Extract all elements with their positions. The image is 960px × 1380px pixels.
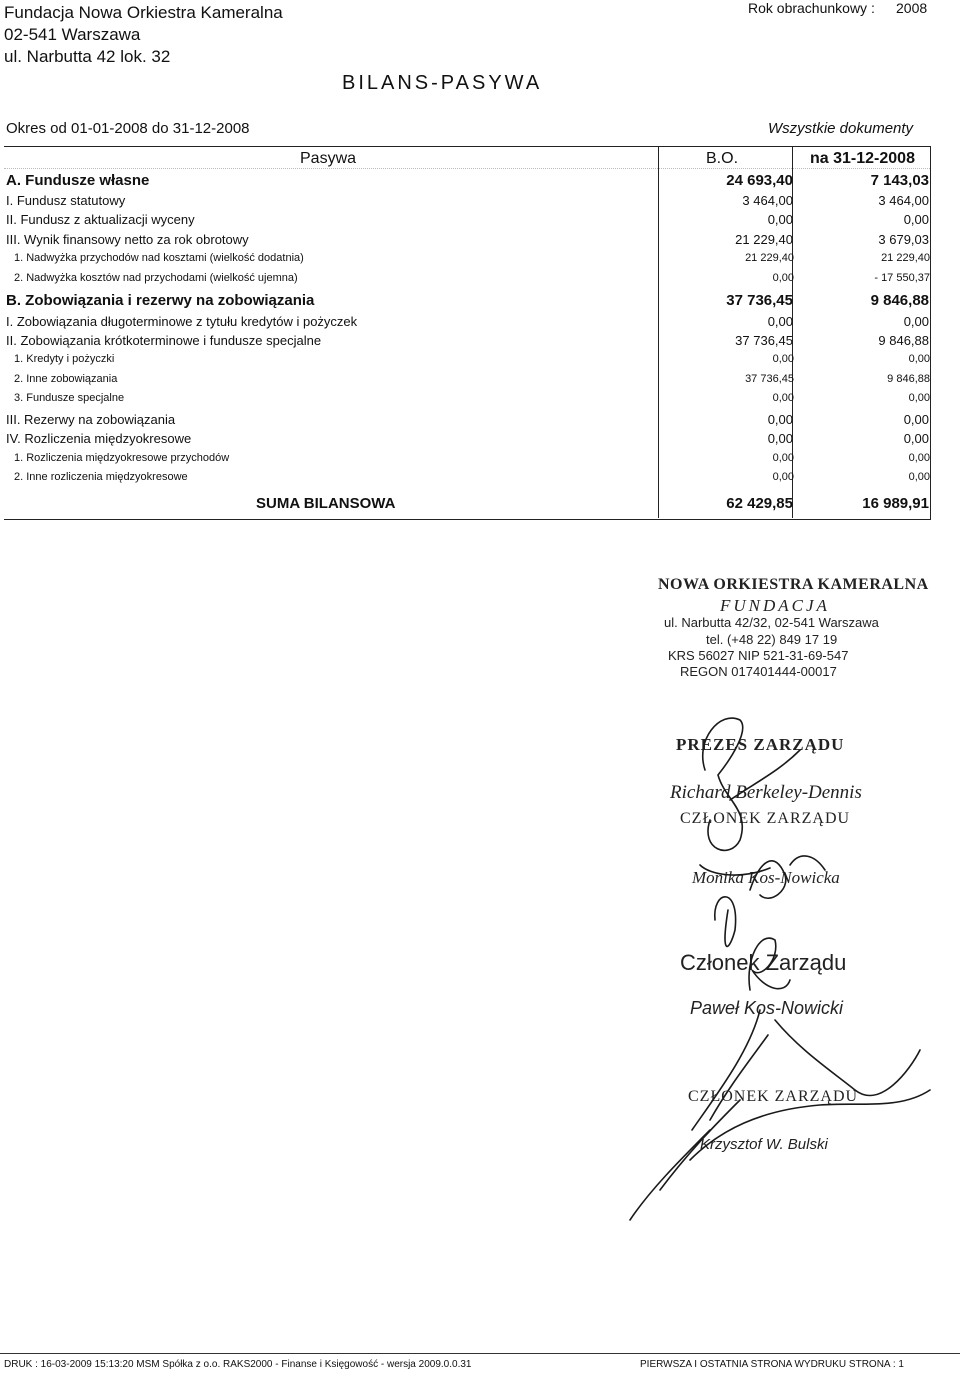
row-label: III. Rezerwy na zobowiązania xyxy=(6,412,176,427)
stamp-line-krs-nip: KRS 56027 NIP 521-31-69-547 xyxy=(668,648,849,663)
column-header-bo: B.O. xyxy=(706,150,739,167)
row-value-bo: 37 736,45 xyxy=(726,292,793,309)
row-value-end: 9 846,88 xyxy=(878,333,929,348)
row-value-bo: 37 736,45 xyxy=(745,373,794,385)
row-label: 2. Inne zobowiązania xyxy=(14,373,118,385)
column-header-pasywa: Pasywa xyxy=(300,150,357,167)
stamp-line-phone: tel. (+48 22) 849 17 19 xyxy=(706,632,838,647)
row-value-bo: 0,00 xyxy=(767,212,793,227)
row-value-end: 9 846,88 xyxy=(870,292,929,309)
row-value-end: 0,00 xyxy=(908,471,930,483)
row-value-end: 0,00 xyxy=(903,431,929,446)
row-value-bo: 0,00 xyxy=(772,452,794,464)
total-bo: 62 429,85 xyxy=(726,495,793,512)
footer-print-info: DRUK : 16-03-2009 15:13:20 MSM Spółka z o.o. RAKS2000 - Finanse i Księgowość - wersja 2009.0.0.31 xyxy=(4,1359,472,1370)
row-value-bo: 24 693,40 xyxy=(726,172,793,189)
document-title: BILANS-PASYWA xyxy=(342,72,543,94)
total-label: SUMA BILANSOWA xyxy=(256,495,396,512)
org-street: ul. Narbutta 42 lok. 32 xyxy=(4,47,171,66)
fiscal-year-value: 2008 xyxy=(896,0,928,16)
row-value-bo: 0,00 xyxy=(767,431,793,446)
signature-role-2: CZŁONEK ZARZĄDU xyxy=(680,810,851,827)
row-label: 1. Nadwyżka przychodów nad kosztami (wielkość dodatnia) xyxy=(14,252,304,264)
row-label: 3. Fundusze specjalne xyxy=(14,392,125,404)
stamp-line-address: ul. Narbutta 42/32, 02-541 Warszawa xyxy=(664,615,879,630)
row-value-end: 9 846,88 xyxy=(887,373,930,385)
stamp-line-regon: REGON 017401444-00017 xyxy=(680,664,837,679)
row-label: A. Fundusze własne xyxy=(6,172,150,189)
row-label: 2. Nadwyżka kosztów nad przychodami (wielkość ujemna) xyxy=(14,272,298,284)
row-value-end: - 17 550,37 xyxy=(874,272,930,284)
row-value-bo: 0,00 xyxy=(767,314,793,329)
row-label: 1. Kredyty i pożyczki xyxy=(14,353,115,365)
row-value-bo: 0,00 xyxy=(772,272,794,284)
row-value-end: 21 229,40 xyxy=(881,252,930,264)
row-value-end: 7 143,03 xyxy=(870,172,929,189)
signature-role-3: Członek Zarządu xyxy=(680,950,847,975)
stamp-line-fundacja: FUNDACJA xyxy=(720,596,830,615)
period: Okres od 01-01-2008 do 31-12-2008 xyxy=(6,120,250,137)
row-value-end: 0,00 xyxy=(908,452,930,464)
column-header-end: na 31-12-2008 xyxy=(810,150,915,167)
stamp-line-org: NOWA ORKIESTRA KAMERALNA xyxy=(658,576,929,593)
signature-name-2: Monika Kos-Nowicka xyxy=(692,868,840,887)
row-value-bo: 0,00 xyxy=(772,471,794,483)
row-label: 1. Rozliczenia międzyokresowe przychodów xyxy=(14,452,230,464)
signature-name-1: Richard Berkeley-Dennis xyxy=(670,782,862,803)
row-value-bo: 0,00 xyxy=(772,353,794,365)
org-name: Fundacja Nowa Orkiestra Kameralna xyxy=(4,3,283,22)
row-value-end: 0,00 xyxy=(903,314,929,329)
column-divider xyxy=(658,146,659,518)
row-value-bo: 21 229,40 xyxy=(745,252,794,264)
total-end: 16 989,91 xyxy=(862,495,929,512)
row-value-bo: 37 736,45 xyxy=(735,333,793,348)
row-label: II. Zobowiązania krótkoterminowe i fundusze specjalne xyxy=(6,333,322,348)
signature-name-3: Paweł Kos-Nowicki xyxy=(690,998,844,1018)
signature-name-4: Krzysztof W. Bulski xyxy=(700,1136,828,1153)
row-label: III. Wynik finansowy netto za rok obrotowy xyxy=(6,232,249,247)
row-value-end: 0,00 xyxy=(908,353,930,365)
row-label: 2. Inne rozliczenia międzyokresowe xyxy=(14,471,188,483)
row-label: IV. Rozliczenia międzyokresowe xyxy=(6,431,192,446)
row-label: II. Fundusz z aktualizacji wyceny xyxy=(6,212,195,227)
row-value-end: 0,00 xyxy=(903,412,929,427)
footer-page-info: PIERWSZA I OSTATNIA STRONA WYDRUKU STRONA : 1 xyxy=(640,1359,904,1370)
handwritten-signatures xyxy=(600,690,940,1230)
row-value-end: 3 464,00 xyxy=(878,193,929,208)
row-value-bo: 3 464,00 xyxy=(742,193,793,208)
row-value-bo: 21 229,40 xyxy=(735,232,793,247)
row-label: I. Fundusz statutowy xyxy=(6,193,126,208)
scope: Wszystkie dokumenty xyxy=(768,120,914,137)
fiscal-year-label: Rok obrachunkowy : xyxy=(748,0,875,16)
row-value-end: 0,00 xyxy=(908,392,930,404)
row-label: I. Zobowiązania długoterminowe z tytułu kredytów i pożyczek xyxy=(6,314,358,329)
row-value-end: 3 679,03 xyxy=(878,232,929,247)
header-divider xyxy=(4,168,930,169)
row-value-end: 0,00 xyxy=(903,212,929,227)
footer-divider xyxy=(0,1353,960,1354)
signature-role-4: CZŁONEK ZARZĄDU xyxy=(688,1088,859,1105)
row-label: B. Zobowiązania i rezerwy na zobowiązania xyxy=(6,292,315,309)
row-value-bo: 0,00 xyxy=(767,412,793,427)
signature-role-1: PREZES ZARZĄDU xyxy=(676,735,845,754)
org-postal-city: 02-541 Warszawa xyxy=(4,25,141,44)
row-value-bo: 0,00 xyxy=(772,392,794,404)
